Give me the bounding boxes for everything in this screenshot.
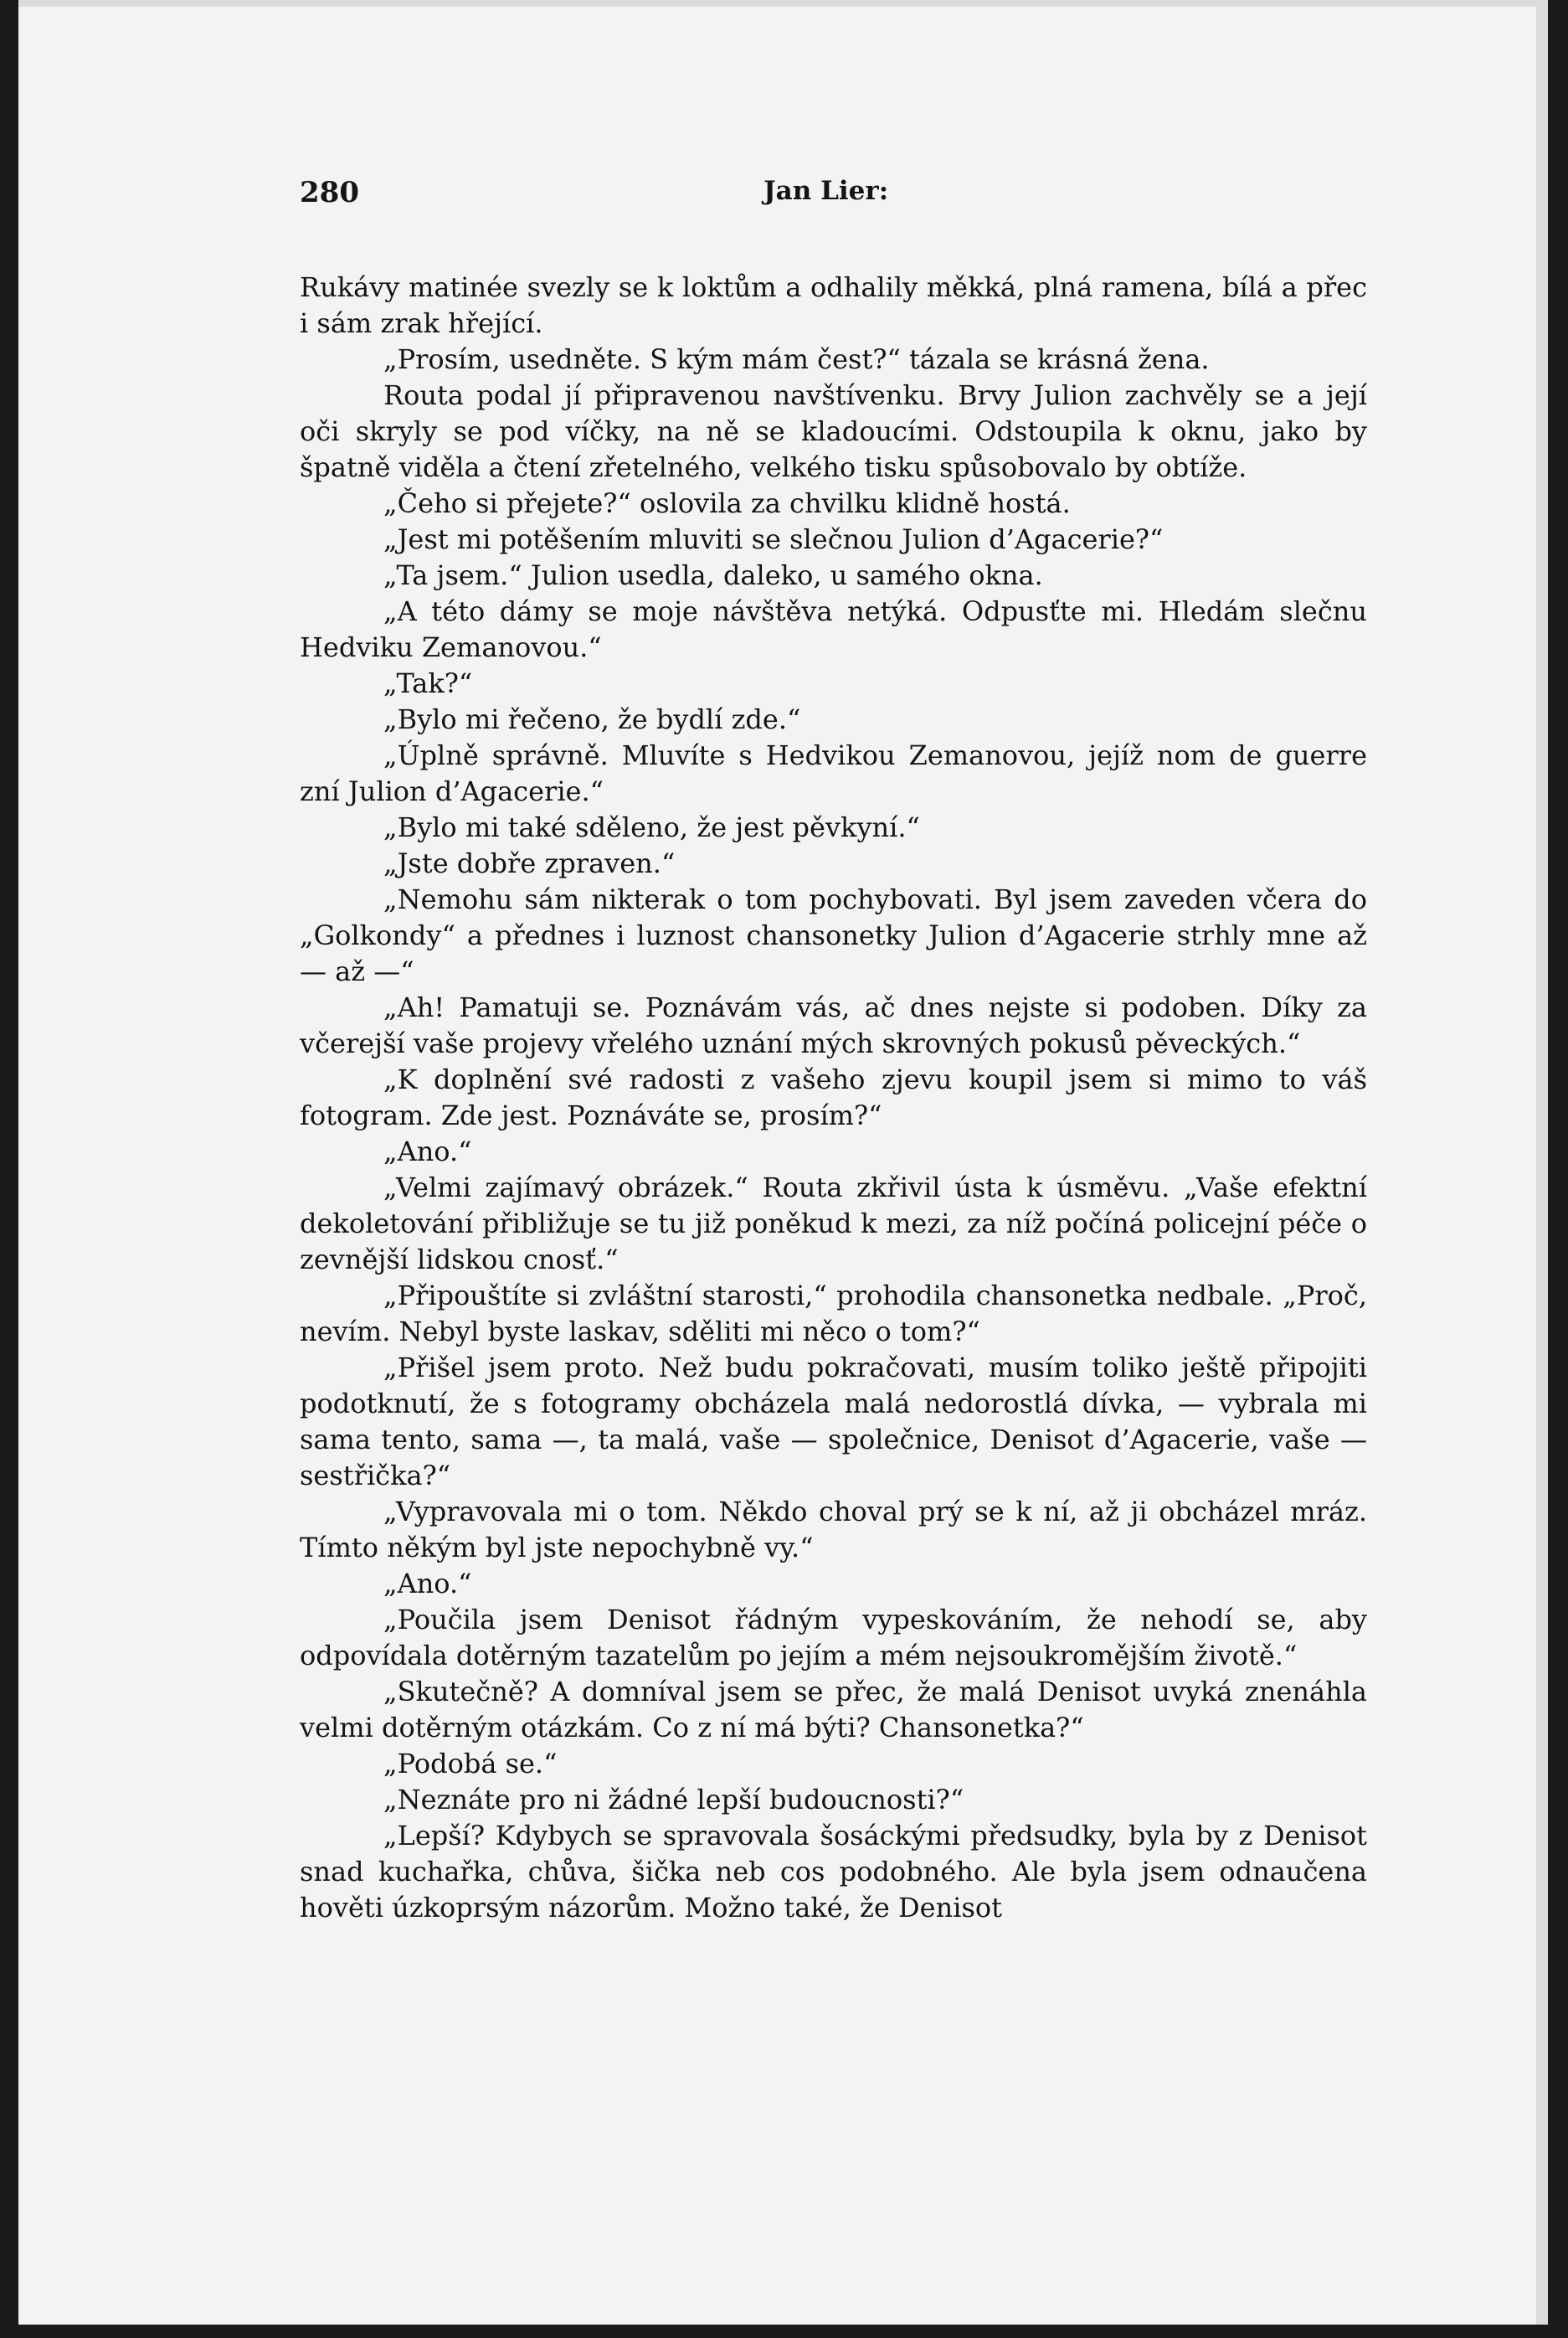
paragraph: „Čeho si přejete?“ oslovila za chvilku klidně hostá. — [383, 487, 1071, 519]
paragraph: „Prosím, usedněte. S kým mám čest?“ tázala se krásná žena. — [383, 343, 1210, 375]
paragraph: „Ano.“ — [383, 1136, 472, 1167]
paragraph: „A této dámy se moje návštěva netýká. Odpusťte mi. Hledám slečnu Hedviku Zemanovou.“ — [300, 595, 1367, 663]
paragraph: „Připouštíte si zvláštní starosti,“ prohodila chansonetka nedbale. „Proč, nevím. Nebyl byste laskav, sděliti mi něco o tom?“ — [300, 1280, 1367, 1347]
book-page — [300, 176, 1367, 1926]
running-head: Jan Lier: — [763, 176, 889, 206]
paragraph: „Neznáte pro ni žádné lepší budoucnosti?“ — [383, 1784, 964, 1815]
paragraph: Routa podal jí připravenou navštívenku. Brvy Julion zachvěly se a její oči skryly se pod víčky, na ně se kladoucími. Odstoupila k oknu, jako by špatně viděla a čtení zřetelného, velkého tisku spůsobovalo by obtíže. — [300, 379, 1367, 483]
scan-edge-bottom — [0, 2325, 1568, 2338]
scan-edge-right — [1548, 0, 1568, 2338]
paragraph: „Jste dobře zpraven.“ — [383, 847, 676, 879]
paragraph: „K doplnění své radosti z vašeho zjevu koupil jsem si mimo to váš fotogram. Zde jest. Poznáváte se, prosím?“ — [300, 1063, 1367, 1131]
paragraph: „Nemohu sám nikterak o tom pochybovati. Byl jsem zaveden včera do „Golkondy“ a přednes i luznost chansonetky Julion d’Agacerie strhly mne až — až —“ — [300, 883, 1367, 987]
scan-edge-left — [0, 0, 18, 2338]
page-header — [300, 176, 1367, 226]
paragraph: „Vypravovala mi o tom. Někdo choval prý se k ní, až ji obcházel mráz. Tímto někým byl jste nepochybně vy.“ — [300, 1496, 1367, 1563]
paragraph: „Ano.“ — [383, 1568, 472, 1599]
page-number: 280 — [300, 176, 359, 209]
paragraph: „Tak?“ — [383, 667, 473, 699]
paragraph: „Bylo mi také sděleno, že jest pěvkyní.“ — [383, 811, 920, 843]
paragraph: „Ta jsem.“ Julion usedla, daleko, u samého okna. — [383, 559, 1043, 591]
paragraph: „Velmi zajímavý obrázek.“ Routa zkřivil ústa k úsměvu. „Vaše efektní dekoletování přibližuje se tu již poněkud k mezi, za níž počíná policejní péče o zevnější lidskou cnosť.“ — [300, 1172, 1367, 1275]
paragraph: „Jest mi potěšením mluviti se slečnou Julion d’Agacerie?“ — [383, 523, 1164, 555]
paragraph: „Podobá se.“ — [383, 1748, 558, 1779]
scan-edge-top — [18, 0, 1548, 7]
body-text — [300, 270, 1367, 1926]
paragraph: „Poučila jsem Denisot řádným vypeskováním, že nehodí se, aby odpovídala dotěrným tazatelům po jejím a mém nejsoukromějším životě.“ — [300, 1604, 1367, 1671]
paragraph: „Úplně správně. Mluvíte s Hedvikou Zemanovou, jejíž nom de guerre zní Julion d’Agacerie.“ — [300, 739, 1367, 807]
paragraph: „Skutečně? A domníval jsem se přec, že malá Denisot uvyká znenáhla velmi dotěrným otázkám. Co z ní má býti? Chansonetka?“ — [300, 1676, 1367, 1743]
paragraph: „Bylo mi řečeno, že bydlí zde.“ — [383, 703, 801, 735]
paragraph: „Lepší? Kdybych se spravovala šosáckými předsudky, byla by z Denisot snad kuchařka, chůva, šička neb cos podobného. Ale byla jsem odnaučena hověti úzkoprsým názorům. Možno také, že Denisot — [300, 1820, 1367, 1923]
paragraph: „Ah! Pamatuji se. Poznávám vás, ač dnes nejste si podoben. Díky za včerejší vaše projevy vřelého uznání mých skrovných pokusů pěveckých.“ — [300, 991, 1367, 1059]
paragraph: „Přišel jsem proto. Než budu pokračovati, musím toliko ještě připojiti podotknutí, že s fotogramy obcházela malá nedorostlá dívka, — vybrala mi sama tento, sama —, ta malá, vaše — společnice, Denisot d’Agacerie, vaše — sestřička?“ — [300, 1352, 1367, 1491]
scan-edge-right-inner — [1536, 0, 1548, 2338]
paragraph: Rukávy matinée svezly se k loktům a odhalily měkká, plná ramena, bílá a přec i sám zrak hřející. — [300, 271, 1367, 339]
